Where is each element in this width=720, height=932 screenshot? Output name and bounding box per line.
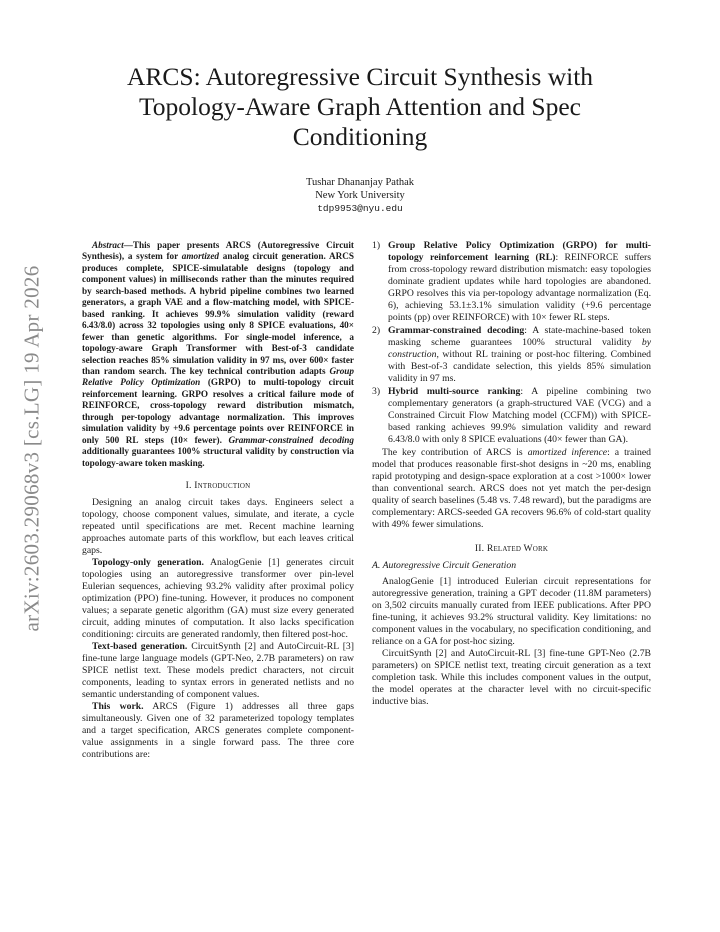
contributions-list — [372, 240, 651, 446]
paragraph-heading: Topology-only generation. — [92, 557, 204, 569]
paragraph-heading: Text-based generation. — [92, 641, 188, 653]
contribution-heading: Grammar-constrained decoding — [388, 325, 525, 336]
left-column — [82, 240, 354, 761]
contribution-text: , without RL training or post-hoc filtering. Combined with Best-of-3 candidate selection, this yields 85% simulation validity in 97 ms. — [388, 349, 651, 384]
paragraph-text: : a trained model that produces reasonable first-shot designs in ~20 ms, enabling rapid prototyping and design-space exploration at a cost >1000× lower than conventional search. ARCS does not yet match the per-design quality of search baselines (5.48 vs. 7.48 reward), but the paradigms are complementary: ARCS-seeded GA recovers 96.6% of cold-start quality with 49% fewer simulations. — [372, 447, 652, 530]
author-email: tdp9953@nyu.edu — [317, 203, 403, 214]
abstract-text-4: additionally guarantees 100% structural validity by construction via topology-aware token masking. — [82, 446, 354, 468]
list-number: 2) — [372, 325, 381, 336]
author-name: Tushar Dhananjay Pathak — [305, 177, 415, 188]
abstract-text-1: —This paper presents ARCS (Autoregressive Circuit Synthesis), a system for — [82, 240, 354, 262]
arxiv-stamp-text: arXiv:2603.29068v3 [cs.LG] 19 Apr 2026 — [19, 264, 44, 632]
list-number: 1) — [372, 240, 381, 251]
arxiv-stamp — [4, 264, 60, 632]
author-affiliation: New York University — [315, 190, 405, 201]
section-heading-related-work — [372, 543, 651, 555]
related-paragraph: AnalogGenie [1] introduced Eulerian circuit representations for autoregressive generation, training a GPT decoder (11.8M parameters) on 3,502 circuits manually curated from IEEE publications. After PPO fine-tuning, it achieves 93.2% structural validity. Key limitations: no component values in the vocabulary, no specification conditioning, and reliance on a GA for post-hoc sizing. — [372, 576, 651, 647]
section-heading-introduction — [82, 480, 354, 492]
contribution-item — [372, 240, 651, 324]
right-column — [372, 240, 651, 708]
abstract-label: Abstract — [92, 240, 124, 250]
abstract-emph-2: Group Relative Policy Optimization — [82, 365, 354, 388]
contribution-item — [372, 325, 651, 385]
body-paragraph — [372, 447, 651, 531]
paragraph-emph: amortized inference — [527, 447, 608, 458]
author-block — [200, 176, 520, 215]
contribution-text: : A state-machine-based token masking scheme guarantees 100% structural validity — [388, 325, 651, 348]
section-number: I. — [185, 480, 192, 492]
section-number: II. — [474, 543, 485, 554]
related-paragraph: CircuitSynth [2] and AutoCircuit-RL [3] fine-tune GPT-Neo (2.7B parameters) on SPICE netlist text, treating circuit generation as a text completion task. While this includes component values in the output, the model operates at the character level with no circuit-specific inductive bias. — [372, 648, 651, 707]
contribution-emph: by construction — [388, 337, 651, 360]
abstract-emph-3: Grammar-constrained decoding — [228, 434, 354, 445]
paragraph-body: ARCS (Figure 1) addresses all three gaps simultaneously. Given one of 32 parameterized topology templates and a target specification, ARCS generates complete component-value assignments in a single forward pass. The three core contributions are: — [82, 701, 354, 761]
intro-paragraph — [82, 641, 354, 701]
subsection-heading: A. Autoregressive Circuit Generation — [372, 560, 517, 571]
paragraph-heading: This work. — [92, 701, 144, 713]
abstract-emph-1: amortized — [181, 251, 220, 262]
paragraph-text: The key contribution of ARCS is — [382, 447, 528, 458]
paragraph-body: AnalogGenie [1] generates circuit topologies using an autoregressive transformer over pin-level Eulerian sequences, achieving 93.2% validity after proximal policy optimization (PPO) fine-tuning. However, it produces no component values; a separate genetic algorithm (GA) must size every generated circuit, adding minutes of computation. It also lacks specification conditioning: circuits are generated randomly, then filtered post-hoc. — [82, 557, 354, 641]
contribution-item — [372, 386, 651, 446]
abstract-text-3: (GRPO) to multi-topology circuit reinforcement learning. GRPO resolves a critical failure mode of REINFORCE, cross-topology reward distribution mismatch, through per-topology advantage normalization. This improves simulation validity by +9.6 percentage points over REINFORCE in only 500 RL steps (10× fewer). — [82, 377, 354, 445]
intro-paragraph — [82, 557, 354, 641]
contribution-text: : REINFORCE suffers from cross-topology reward distribution mismatch: easy topologies dominate gradient updates while hard topologies are abandoned. GRPO resolves this via per-topology advantage normalization (Eq. 6), achieving 53.1±3.1% simulation validity (+9.6 percentage points (pp) over REINFORCE) with 10× fewer RL steps. — [388, 252, 651, 323]
contribution-text: : A pipeline combining two complementary generators (a graph-structured VAE (VCG) and a Constrained Circuit Flow Matching model (CCFM)) with SPICE-based ranking achieves 99.9% simulation validity and reward 6.43/8.0 with only 8 SPICE evaluations (40× fewer than GA). — [388, 386, 651, 445]
contribution-heading: Group Relative Policy Optimization (GRPO) for multi-topology reinforcement learning (RL) — [388, 240, 651, 263]
section-title: Introduction — [194, 480, 251, 492]
paper-title: ARCS: Autoregressive Circuit Synthesis with Topology-Aware Graph Attention and Spec Conditioning — [126, 62, 594, 151]
list-number: 3) — [372, 386, 381, 397]
intro-paragraph — [82, 701, 354, 761]
section-title: Related Work — [486, 543, 549, 554]
abstract-text-2: analog circuit generation. ARCS produces complete, SPICE-simulatable designs (topology and component values) in milliseconds rather than the minutes required by search-based methods. A hybrid pipeline combines two learned generators, a graph VAE and a flow-matching model, with SPICE-based ranking. It achieves 99.9% simulation validity (reward 6.43/8.0) across 32 topologies using only 8 SPICE evaluations, 40× fewer than genetic algorithms. For single-model inference, a topology-aware Graph Transformer with Best-of-3 candidate selection reaches 85% simulation validity in 97 ms, over 600× faster than random search. The key technical contribution adapts — [82, 251, 354, 376]
intro-paragraph: Designing an analog circuit takes days. Engineers select a topology, choose component values, simulate, and iterate, a cycle repeated until specifications are met. Recent machine learning approaches automate parts of this workflow, but each leaves critical gaps. — [82, 497, 354, 557]
paragraph-body: CircuitSynth [2] and AutoCircuit-RL [3] fine-tune large language models (GPT-Neo, 2.7B parameters) on raw SPICE netlist text. These models predict characters, not circuit components, leading to syntax errors in generated netlists and no semantic understanding of component values. — [82, 641, 354, 701]
contribution-heading: Hybrid multi-source ranking — [388, 386, 521, 397]
abstract — [82, 240, 354, 469]
